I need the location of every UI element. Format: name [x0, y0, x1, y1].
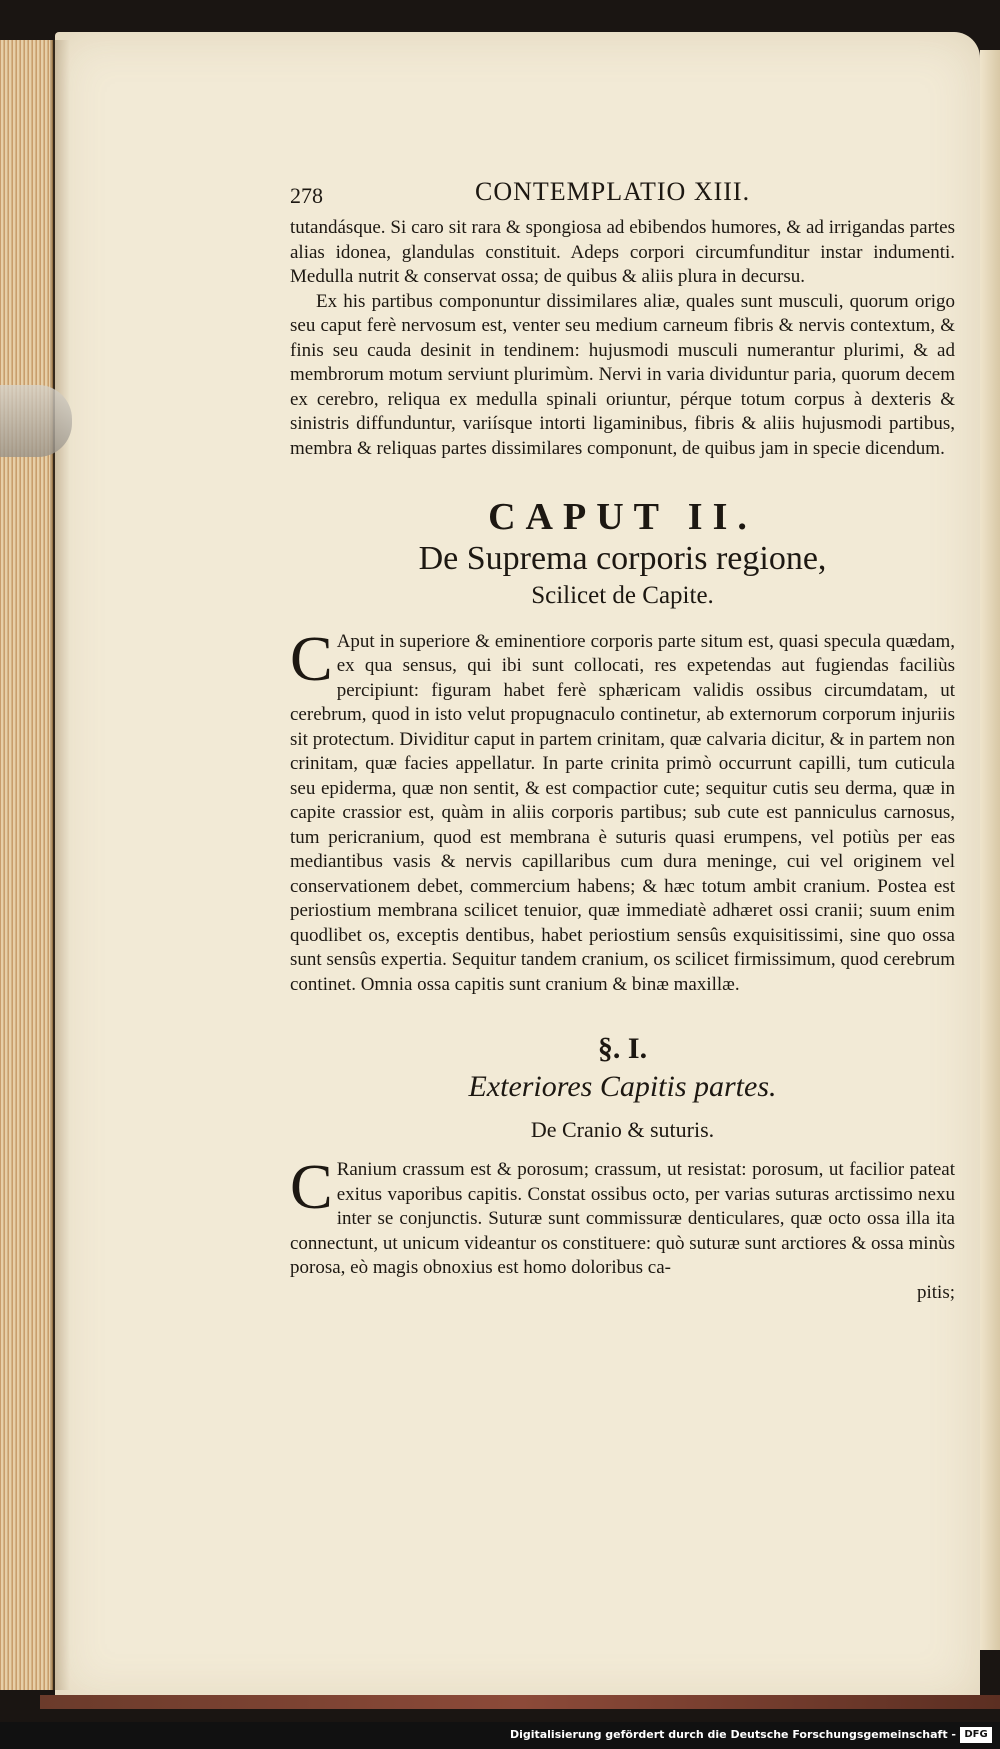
book-page-edges — [0, 40, 53, 1690]
chapter-dropcap: C — [290, 622, 333, 694]
book-cover-edge — [40, 1695, 1000, 1709]
intro-paragraph-1: tutandásque. Si caro sit rara & spongiosa ad ebibendos humores, & ad irrigandas partes alias idonea, glandulas constituit. Adeps corpori circumfunditur instar indumenti. Medulla nutrit & conservat ossa; de quibus & aliis plura in decursu. — [290, 217, 955, 287]
section-dropcap: C — [290, 1151, 333, 1222]
page-clip — [0, 385, 72, 457]
catchword: pitis; — [916, 1281, 955, 1303]
section-mark: §. I. — [597, 1032, 648, 1065]
digitization-footer — [0, 1722, 1000, 1749]
chapter-subsubtitle: Scilicet de Capite. — [531, 581, 714, 609]
book-right-edge — [980, 50, 1000, 1650]
spine-shadow — [50, 40, 70, 1690]
section-title: Exteriores Capitis partes. — [468, 1069, 777, 1103]
footer-credit: Digitalisierung gefördert durch die Deutsche Forschungsgemeinschaft - — [509, 1728, 956, 1741]
dfg-logo-icon: DFG — [960, 1727, 992, 1743]
intro-paragraph-2: Ex his partibus componuntur dissimilares aliæ, quales sunt musculi, quorum origo seu caput ferè nervosum est, venter seu medium carneum fibris & nervis contextum, & finis seu cauda desinit in tendinem: hujusmodi musculi numerantur plurimi, & ad membrorum motum serviunt plurimùm. Nervi in varia dividuntur paria, quorum decem ex cerebro, reliqua ex medulla spinali oriuntur, pérque totum corpus à dexteris & sinistris diffunduntur, variísque intorti ligaminibus, fibris & aliis hujusmodi partibus, membra & reliquas partes dissimilares componunt, de quibus jam in specie dicendum. — [290, 290, 955, 459]
running-title: CONTEMPLATIO XIII. — [475, 177, 751, 206]
chapter-text: Aput in superiore & eminentiore corporis parte situm est, quasi specula quædam, ex qua sensus, qui ibi sunt collocati, res expetendas aut fugiendas faciliùs percipiunt: figuram habet ferè sphæricam validis ossibus circumdatam, ut cerebrum, quod in isto velut propugnaculo continetur, ab externorum corporum injuriis sit protectum. Dividitur caput in partem crinitam, quæ calvaria dicitur, & in partem non crinitam, quæ facies appellatur. In parte crinita primò occurrunt capilli, tum cuticula seu epiderma, quæ non sentit, & est compactior cute; sequitur cutis seu derma, quæ in capite crassior est, quàm in aliis corporis partibus; sub cute est panniculus carnosus, tum pericranium, quod est membrana è suturis quasi erumpens, vel potiùs per eas mediantibus vasis & nervis capillaribus cum dura meninge, cui vel originem vel conservationem debet, commercium habens; & hæc totum ambit cranium. Postea est periostium membrana scilicet tenuior, quæ immediatè adhæret ossi cranii; suum enim quodlibet os, exceptis dentibus, habet periostium sensûs exquisitissimi, sine quo ossa sunt sensûs expertia. Sequitur tandem cranium, os scilicet firmissimum, quod cerebrum continet. Omnia ossa capitis sunt cranium & binæ maxillæ. — [290, 630, 955, 995]
chapter-title: CAPUT II. — [488, 496, 757, 538]
chapter-subtitle: De Suprema corporis regione, — [418, 539, 827, 577]
chapter-paragraph — [290, 622, 955, 998]
section-text: Ranium crassum est & porosum; crassum, ut resistat: porosum, ut facilior pateat exitus vaporibus capitis. Constat ossibus octo, per varias suturas arctissimo nexu inter se conjunctis. Suturæ sunt commissuræ denticulares, quæ octo ossa illa ita connectunt, ut unicum videantur os constituere: quò suturæ sunt arctiores & ossa minùs porosa, eò magis obnoxius est homo doloribus ca- — [290, 1159, 955, 1278]
page-number: 278 — [290, 183, 323, 208]
page-header — [290, 177, 955, 216]
section-paragraph — [290, 1151, 955, 1281]
section-subtitle: De Cranio & suturis. — [530, 1116, 715, 1142]
text-column — [290, 177, 955, 1305]
